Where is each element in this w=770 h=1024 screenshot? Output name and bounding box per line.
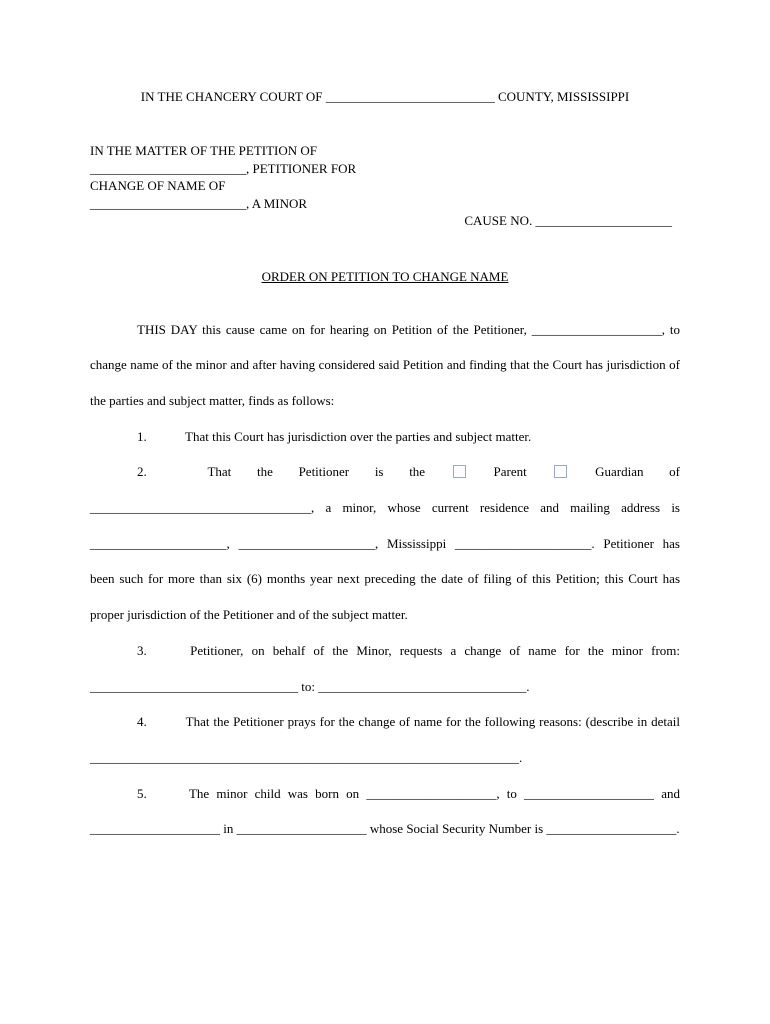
intro-text: THIS DAY this cause came on for hearing on Petition of the Petitioner, ____________________, to change name of the minor and after having considered said Petition and finding that the Court has jurisdiction of the parties and subject matter, finds as follows: (90, 321, 680, 408)
numbered-item-2 (90, 454, 680, 633)
cause-number: CAUSE NO. _____________________ (464, 213, 672, 228)
parent-checkbox[interactable] (453, 465, 466, 478)
item-4-text: That the Petitioner prays for the change of name for the following reasons: (describe in detail __________________________________________________________________. (90, 714, 681, 765)
item-3-text: Petitioner, on behalf of the Minor, requests a change of name for the minor from: ________________________________ to: ________________________________. (90, 642, 681, 694)
numbered-item-5 (90, 776, 680, 847)
numbered-item-3 (90, 633, 680, 704)
numbered-item-4 (90, 704, 680, 775)
document-title: ORDER ON PETITION TO CHANGE NAME (261, 268, 509, 284)
item-1-text: That this Court has jurisdiction over the parties and subject matter. (185, 428, 532, 444)
item-1-number: 1. (137, 428, 147, 444)
parent-checkbox-label: Parent (493, 464, 527, 480)
item-2-rest-text: __________________________________, a minor, whose current residence and mailing address is _____________________, _____________________, Mississippi _____________________. Petitioner has been such for more than six (6) months year next preceding the date of filing of this Petition; this Court has proper jurisdiction of the Petitioner and of the subject matter. (90, 500, 680, 623)
intro-paragraph (90, 312, 680, 419)
caption-line-minor: ________________________, A MINOR (90, 195, 308, 211)
item-2-number: 2. (137, 464, 147, 480)
guardian-checkbox-label: Guardian of (595, 464, 681, 480)
item-5-number: 5. (137, 785, 147, 801)
item-5-text: The minor child was born on ____________________, to ____________________ and ____________________ in ____________________ whose Social Security Number is ____________________. (90, 785, 681, 837)
case-caption (90, 142, 680, 230)
numbered-item-1 (90, 419, 680, 455)
item-2-lead-text: That the Petitioner is the (207, 464, 426, 480)
item-4-number: 4. (137, 714, 147, 730)
caption-line-petitioner: ________________________, PETITIONER FOR (90, 160, 357, 176)
document-body (90, 312, 680, 848)
court-header: IN THE CHANCERY COURT OF __________________________ COUNTY, MISSISSIPPI (140, 89, 630, 104)
guardian-checkbox[interactable] (554, 465, 567, 478)
caption-line-change-of-name: CHANGE OF NAME OF (90, 178, 226, 193)
item-3-number: 3. (137, 642, 147, 658)
caption-line-matter: IN THE MATTER OF THE PETITION OF (90, 143, 318, 158)
